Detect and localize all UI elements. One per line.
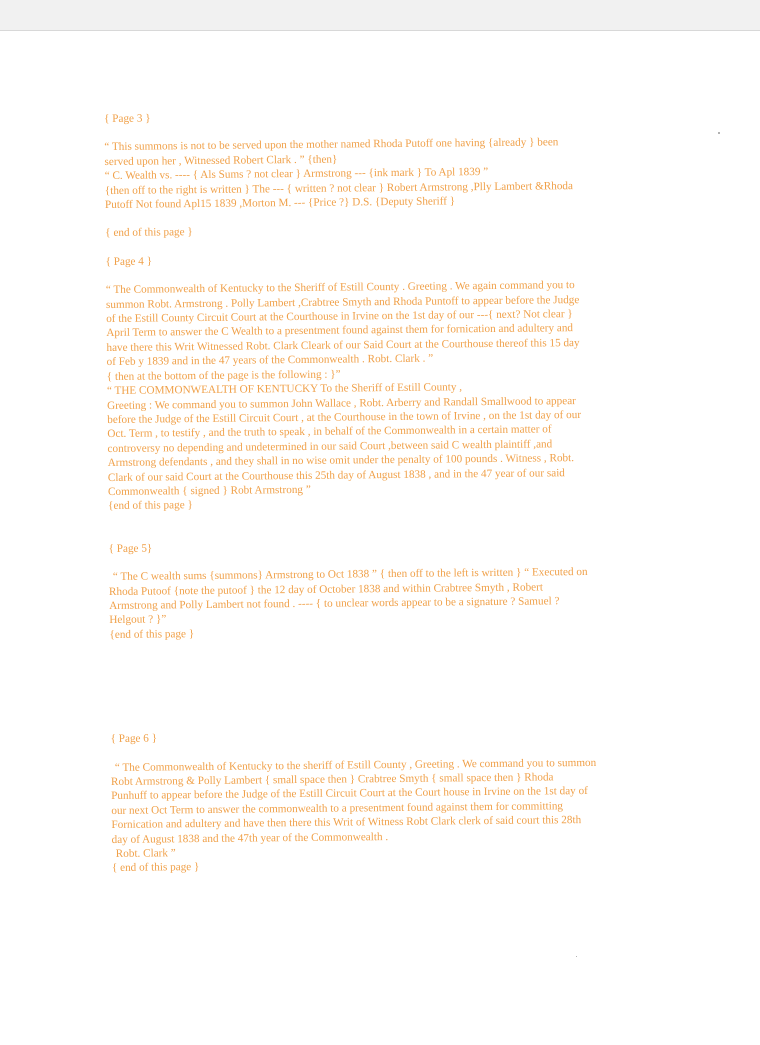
- text-line: Greeting : We command you to summon John Wallace , Robt. Arberry and Randall Smallwood to appear: [107, 394, 576, 412]
- section-footer: {end of this page }: [109, 627, 195, 641]
- section-header: { Page 5}: [108, 542, 153, 555]
- transcription-text: [104, 106, 657, 876]
- text-line: Armstrong and Polly Lambert not found . ---- { to unclear words appear to be a signature ? Samuel ?: [109, 595, 560, 612]
- section-footer: { end of this page }: [105, 226, 193, 240]
- text-line: of the Estill County Circuit Court at the Courthouse in Irvine on the 1st day of our ---{ next? Not clear }: [106, 308, 573, 326]
- text-line: have there this Writ Witnessed Robt. Clark Cleark of our Said Court at the Courthouse thereof this 15 day: [106, 336, 580, 354]
- text-line: { then at the bottom of the page is the following : }”: [106, 368, 341, 383]
- section-page-4: [105, 249, 653, 514]
- text-line: Robt. Clark ”: [115, 847, 176, 860]
- text-line: of Feb y 1839 and in the 47 years of the Commonwealth . Robt. Clark . ”: [106, 352, 434, 369]
- section-page-6: [110, 726, 656, 875]
- text-line: “ This summons is not to be served upon the mother named Rhoda Putoff one having {already } been: [104, 136, 559, 154]
- text-line: summon Robt. Armstrong . Polly Lambert ,Crabtree Smyth and Rhoda Puntoff to appear before the Judge: [105, 293, 580, 311]
- text-line: Oct. Term , to testify , and the truth to speak , in behalf of the Commonwealth in a certain matter of: [107, 423, 552, 441]
- text-line: served upon her , Witnessed Robert Clark . ” {then}: [104, 153, 338, 168]
- scanner-top-margin: [0, 0, 760, 30]
- text-line: our next Oct Term to answer the commonwealth to a presentment found against them for committing: [111, 800, 564, 817]
- text-line: Putoff Not found Apl15 1839 ,Morton M. --- {Price ?} D.S. {Deputy Sheriff }: [104, 195, 456, 212]
- text-line: Robt Armstrong & Polly Lambert { small space then } Crabtree Smyth { small space then } Rhoda: [110, 771, 554, 788]
- text-line: before the Judge of the Estill Circuit Court , at the Courthouse in the town of Irvine , on the 1st day of our: [107, 408, 582, 426]
- text-line: Armstrong defendants , and they shall in no wise omit under the penalty of 100 pounds . Witness , Robt.: [107, 452, 575, 470]
- section-footer: {end of this page }: [108, 499, 193, 513]
- section-footer: { end of this page }: [111, 861, 200, 875]
- section-page-5: [109, 536, 655, 642]
- text-line: Rhoda Putoof {note the putoof } the 12 day of October 1838 and within Crabtree Smyth , Robert: [108, 580, 543, 598]
- text-line: “ THE COMMONWEALTH OF KENTUCKY To the Sheriff of Estill County ,: [106, 381, 463, 398]
- text-line: {then off to the right is written } The --- { written ? not clear } Robert Armstrong ,Plly Lambert &Rhoda: [104, 179, 574, 197]
- text-line: Fornication and adultery and have then there this Writ of Witness Robt Clark clerk of said court this 28th: [111, 814, 582, 832]
- scan-speck: [718, 132, 720, 134]
- text-line: Commonwealth { signed } Robt Armstrong ”: [107, 483, 311, 498]
- text-line: “ The C wealth sums {summons} Armstrong to Oct 1838 ” { then off to the left is written } “ Executed on: [112, 566, 588, 584]
- section-header: { Page 6 }: [110, 732, 158, 746]
- text-line: controversy no depending and undetermined in our said Court ,between said C wealth plaintiff ,and: [107, 438, 553, 455]
- text-line: “ C. Wealth vs. ---- { Als Sums ? not clear } Armstrong --- {ink mark } To Apl 1839 ”: [104, 166, 489, 183]
- section-header: { Page 4 }: [105, 255, 153, 268]
- scan-speck: [576, 956, 577, 957]
- text-line: “ The Commonwealth of Kentucky to the Sheriff of Estill County . Greeting . We again command you to: [105, 279, 575, 297]
- text-line: day of August 1838 and the 47th year of the Commonwealth .: [111, 830, 389, 846]
- text-line: Helgout ? }”: [109, 613, 167, 627]
- section-page-3: [104, 106, 650, 241]
- text-line: “ The Commonwealth of Kentucky to the sheriff of Estill County , Greeting . We command you to summon: [114, 756, 597, 774]
- text-line: Clark of our said Court at the Courthouse this 25th day of August 1838 , and in the 47 year of our said: [107, 466, 565, 484]
- text-line: April Term to answer the C Wealth to a presentment found against them for fornication and adultery and: [106, 322, 574, 340]
- text-line: Punhuff to appear before the Judge of the Estill Circuit Court at the Court house in Irvine on the 1st day of: [111, 785, 588, 803]
- section-header: { Page 3 }: [104, 112, 151, 125]
